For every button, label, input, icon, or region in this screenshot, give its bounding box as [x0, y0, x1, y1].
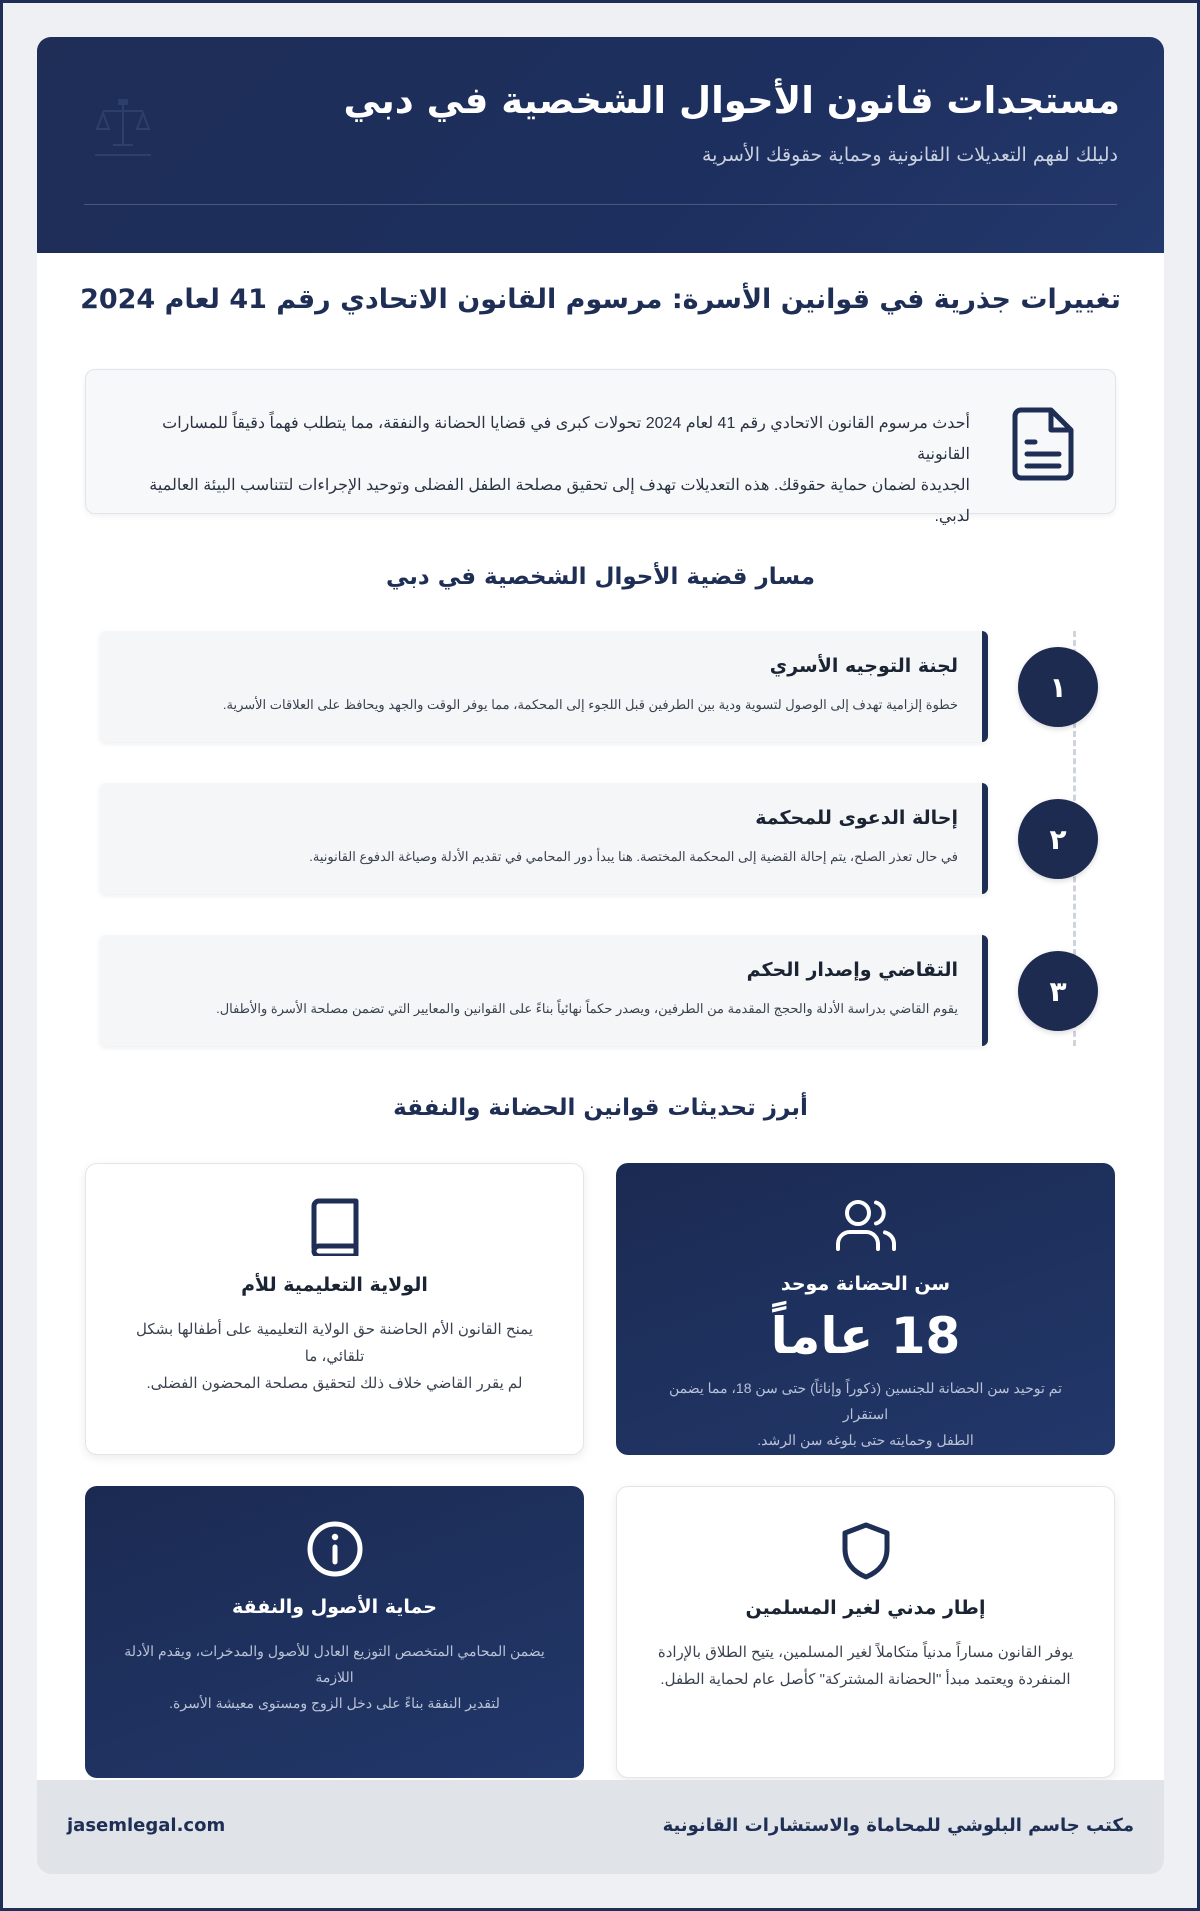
- feature-card-assets: [85, 1486, 584, 1778]
- infographic-card: [37, 37, 1164, 1874]
- feature-title: إطار مدني لغير المسلمين: [745, 1597, 986, 1619]
- timeline-step: [100, 631, 988, 742]
- scales-of-justice-logo: [85, 95, 161, 165]
- intro-heading: تغييرات جذرية في قوانين الأسرة: مرسوم القانون الاتحادي رقم 41 لعام 2024: [80, 284, 1121, 315]
- feature-desc-line-1: يوفر القانون مساراً مدنياً متكاملاً لغير المسلمين، يتيح الطلاق بالإرادة: [657, 1644, 1074, 1661]
- step-description: خطوة إلزامية تهدف إلى الوصول لتسوية ودية بين الطرفين قبل اللجوء إلى المحكمة، مما يوفر الوقت والجهد ويحافظ على العلاقات الأسرية.: [222, 697, 958, 712]
- book-icon: [310, 1198, 360, 1256]
- feature-description: [647, 1639, 1084, 1693]
- feature-card-custody-age: [616, 1163, 1115, 1455]
- timeline-step: [100, 783, 988, 894]
- header-divider: [84, 204, 1117, 205]
- feature-desc-line-1: يضمن المحامي المتخصص التوزيع العادل للأصول والمدخرات، ويقدم الأدلة اللازمة: [124, 1643, 545, 1685]
- intro-line-1: أحدث مرسوم القانون الاتحادي رقم 41 لعام 2024 تحولات كبرى في قضايا الحضانة والنفقة، مما يتطلب فهماً دقيقاً للمسارات القانونية: [162, 415, 970, 463]
- shield-icon: [841, 1521, 891, 1581]
- feature-title: حماية الأصول والنفقة: [232, 1596, 437, 1618]
- feature-desc-line-2: لم يقرر القاضي خلاف ذلك لتحقيق مصلحة المحضون الفضلى.: [146, 1375, 523, 1392]
- step-number-badge: ٢: [1018, 799, 1098, 879]
- step-title: لجنة التوجيه الأسري: [769, 655, 958, 677]
- footer-website-link[interactable]: jasemlegal.com: [67, 1815, 226, 1836]
- feature-desc-line-1: تم توحيد سن الحضانة للجنسين (ذكوراً وإناثاً) حتى سن 18، مما يضمن استقرار: [668, 1380, 1063, 1422]
- header-banner: [37, 37, 1164, 253]
- feature-title: الولاية التعليمية للأم: [241, 1274, 428, 1296]
- feature-desc-line-2: المنفردة ويعتمد مبدأ "الحضانة المشتركة" كأصل عام لحماية الطفل.: [660, 1671, 1071, 1688]
- step-title: التقاضي وإصدار الحكم: [746, 959, 958, 981]
- intro-line-2: الجديدة لضمان حماية حقوقك. هذه التعديلات تهدف إلى تحقيق مصلحة الطفل الفضلى وتوحيد الإجراءات لتتناسب البيئة العالمية لدبي.: [149, 477, 970, 525]
- step-title: إحالة الدعوى للمحكمة: [755, 807, 958, 829]
- page-subtitle: دليلك لفهم التعديلات القانونية وحماية حقوقك الأسرية: [702, 144, 1118, 166]
- feature-card-civil-framework: [616, 1486, 1115, 1778]
- feature-description: [116, 1316, 553, 1397]
- features-heading: أبرز تحديثات قوانين الحضانة والنفقة: [393, 1095, 808, 1121]
- feature-description: [115, 1638, 554, 1716]
- timeline-step: [100, 935, 988, 1046]
- feature-card-education: [85, 1163, 584, 1455]
- intro-text: [120, 408, 970, 532]
- page-title: مستجدات قانون الأحوال الشخصية في دبي: [343, 79, 1120, 122]
- intro-box: [85, 369, 1116, 525]
- step-number-badge: ١: [1018, 647, 1098, 727]
- info-icon: [306, 1520, 364, 1578]
- step-description: في حال تعذر الصلح، يتم إحالة القضية إلى المحكمة المختصة. هنا يبدأ دور المحامي في تقديم الأدلة وصياغة الدفوع القانونية.: [309, 849, 958, 864]
- custody-age-value: 18 عاماً: [770, 1307, 961, 1365]
- footer: [37, 1780, 1164, 1874]
- feature-description: [646, 1375, 1085, 1453]
- feature-desc-line-1: يمنح القانون الأم الحاضنة حق الولاية التعليمية على أطفالها بشكل تلقائي، ما: [136, 1321, 533, 1365]
- users-icon: [834, 1197, 898, 1253]
- footer-firm-name: مكتب جاسم البلوشي للمحاماة والاستشارات القانونية: [662, 1815, 1134, 1836]
- feature-title: سن الحضانة موحد: [780, 1273, 951, 1295]
- feature-desc-line-2: الطفل وحمايته حتى بلوغه سن الرشد.: [757, 1432, 974, 1448]
- step-number-badge: ٣: [1018, 951, 1098, 1031]
- step-description: يقوم القاضي بدراسة الأدلة والحجج المقدمة من الطرفين، ويصدر حكماً نهائياً بناءً على القوانين والمعايير التي تضمن مصلحة الأسرة والأطفال.: [216, 1001, 958, 1016]
- timeline-heading: مسار قضية الأحوال الشخصية في دبي: [385, 564, 815, 590]
- document-icon: [1009, 406, 1077, 482]
- feature-desc-line-2: لتقدير النفقة بناءً على دخل الزوج ومستوى معيشة الأسرة.: [169, 1695, 500, 1711]
